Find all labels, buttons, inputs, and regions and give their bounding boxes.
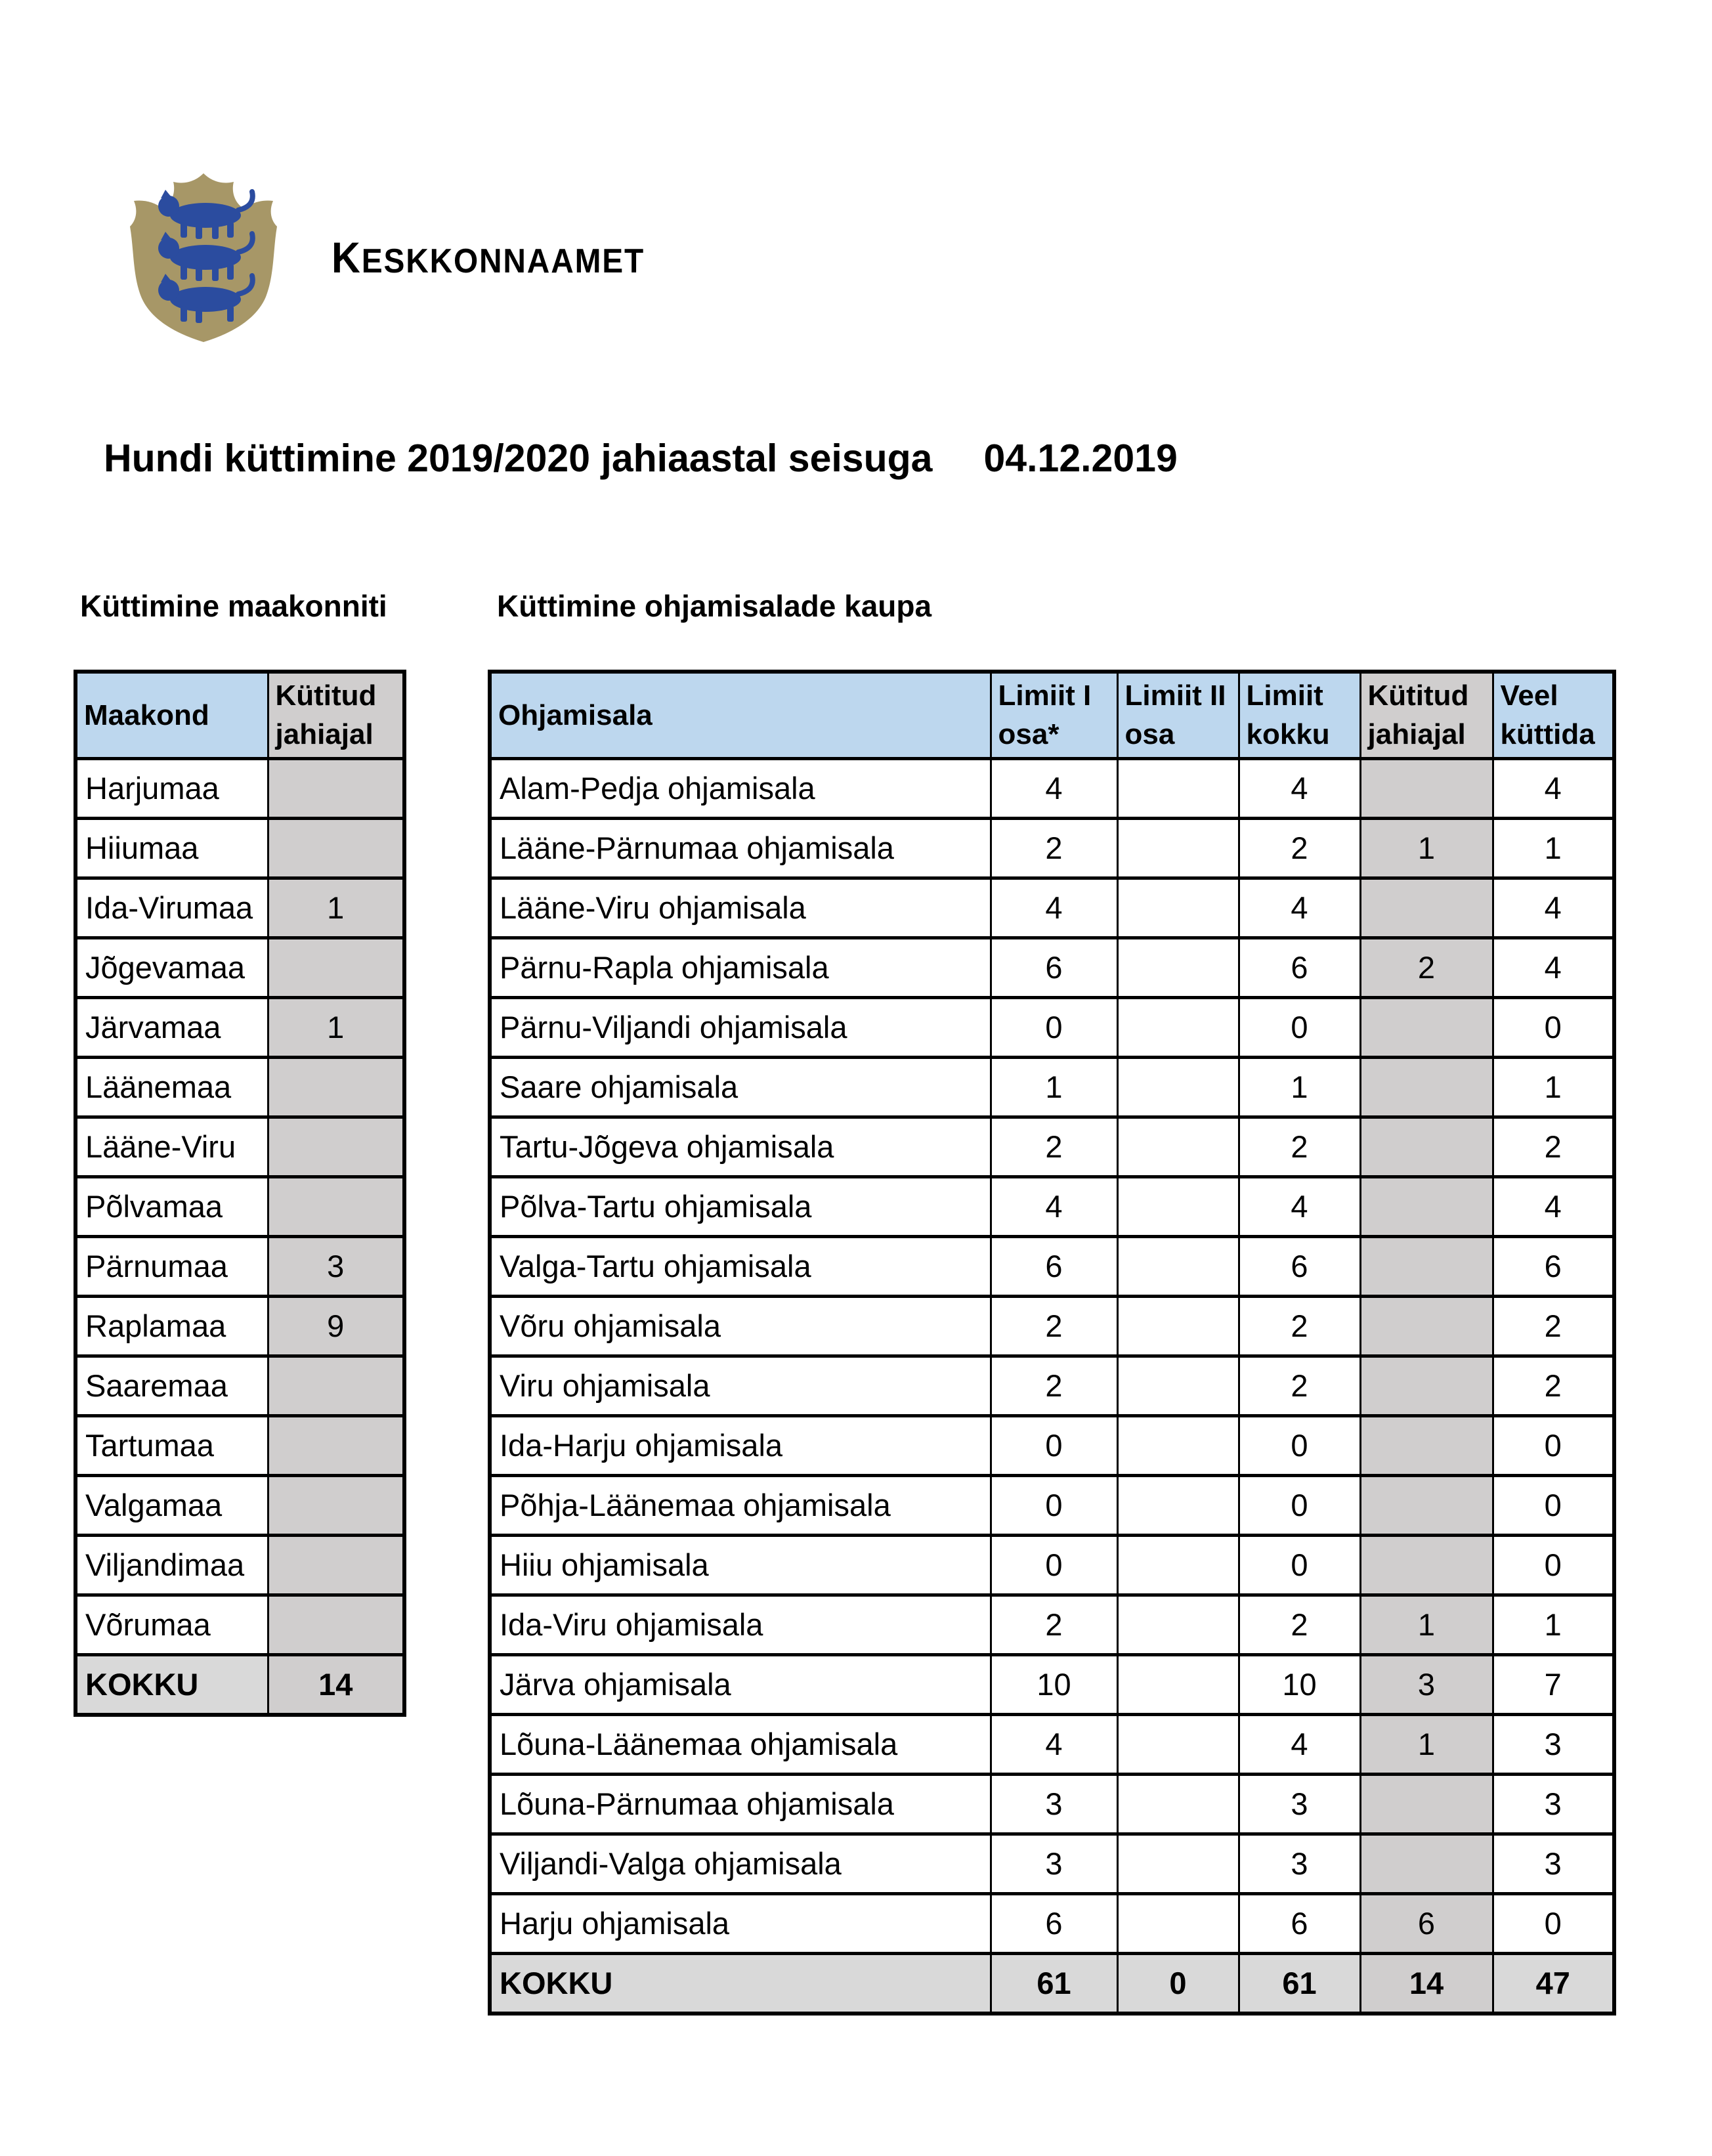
- row-label-cell: Ida-Viru ohjamisala: [490, 1595, 991, 1654]
- value-cell: 4: [1493, 938, 1614, 997]
- table-row: [75, 758, 404, 818]
- table-row: [490, 1535, 1614, 1595]
- value-cell: 4: [991, 878, 1117, 938]
- value-cell: 0: [1239, 1535, 1360, 1595]
- value-cell: 0: [991, 997, 1117, 1057]
- table-row: [75, 997, 404, 1057]
- value-cell: 9: [268, 1296, 404, 1356]
- table-row: [490, 1714, 1614, 1774]
- county-total-value: 14: [268, 1654, 404, 1715]
- value-cell: 4: [991, 1176, 1117, 1236]
- value-cell: [268, 1475, 404, 1535]
- value-cell: [1117, 1834, 1239, 1893]
- row-label-cell: Jõgevamaa: [75, 938, 268, 997]
- value-cell: [268, 1057, 404, 1117]
- value-cell: 4: [1493, 758, 1614, 818]
- value-cell: [1360, 1057, 1493, 1117]
- value-cell: 0: [1493, 1535, 1614, 1595]
- value-cell: [1117, 1296, 1239, 1356]
- value-cell: 1: [268, 997, 404, 1057]
- row-label-cell: Harjumaa: [75, 758, 268, 818]
- row-label-cell: Hiiumaa: [75, 818, 268, 878]
- value-cell: [1360, 1774, 1493, 1834]
- value-cell: [268, 1176, 404, 1236]
- county-table-header-row: [75, 672, 404, 758]
- table-row: [75, 1057, 404, 1117]
- value-cell: [1117, 1176, 1239, 1236]
- table-row: [490, 1356, 1614, 1415]
- value-cell: [1360, 1117, 1493, 1176]
- value-cell: [1117, 1475, 1239, 1535]
- row-label-cell: Viljandimaa: [75, 1535, 268, 1595]
- table-row: [490, 1236, 1614, 1296]
- value-cell: 2: [1493, 1296, 1614, 1356]
- value-cell: 2: [991, 1296, 1117, 1356]
- value-cell: 3: [1493, 1834, 1614, 1893]
- value-cell: [268, 1117, 404, 1176]
- table-row: [490, 938, 1614, 997]
- area-total-limiit-2: 0: [1117, 1953, 1239, 2014]
- table-row: [490, 1176, 1614, 1236]
- row-label-cell: Ida-Harju ohjamisala: [490, 1415, 991, 1475]
- section-heading-areas: Küttimine ohjamisalade kaupa: [497, 589, 932, 623]
- row-label-cell: Põhja-Läänemaa ohjamisala: [490, 1475, 991, 1535]
- row-label-cell: Viljandi-Valga ohjamisala: [490, 1834, 991, 1893]
- value-cell: 6: [991, 938, 1117, 997]
- table-row: [490, 997, 1614, 1057]
- row-label-cell: Lääne-Viru: [75, 1117, 268, 1176]
- row-label-cell: Võru ohjamisala: [490, 1296, 991, 1356]
- section-heading-counties: Küttimine maakonniti: [80, 589, 387, 623]
- value-cell: 2: [991, 1117, 1117, 1176]
- page-title-row: [104, 436, 1178, 481]
- table-row: [75, 1296, 404, 1356]
- value-cell: 1: [1360, 1595, 1493, 1654]
- table-row: [75, 1356, 404, 1415]
- value-cell: 6: [1493, 1236, 1614, 1296]
- row-label-cell: Pärnumaa: [75, 1236, 268, 1296]
- value-cell: 2: [1239, 1595, 1360, 1654]
- table-row: [490, 878, 1614, 938]
- value-cell: [1360, 1415, 1493, 1475]
- value-cell: 2: [991, 1595, 1117, 1654]
- table-row: [490, 1834, 1614, 1893]
- value-cell: [268, 1535, 404, 1595]
- value-cell: [268, 1595, 404, 1654]
- table-row: [75, 1236, 404, 1296]
- area-table-header-row: [490, 672, 1614, 758]
- value-cell: 2: [991, 1356, 1117, 1415]
- area-total-limiit-kokku: 61: [1239, 1953, 1360, 2014]
- value-cell: 2: [1493, 1117, 1614, 1176]
- value-cell: [1360, 1236, 1493, 1296]
- value-cell: [1117, 1774, 1239, 1834]
- estonian-coat-of-arms-icon: [121, 169, 286, 345]
- table-row: [75, 1415, 404, 1475]
- value-cell: [1117, 878, 1239, 938]
- table-row: [490, 1057, 1614, 1117]
- value-cell: 0: [1493, 997, 1614, 1057]
- value-cell: 1: [268, 878, 404, 938]
- row-label-cell: Valgamaa: [75, 1475, 268, 1535]
- value-cell: 4: [991, 1714, 1117, 1774]
- org-name: KESKKONNAAMET: [332, 233, 645, 282]
- row-label-cell: Lääne-Pärnumaa ohjamisala: [490, 818, 991, 878]
- value-cell: 7: [1493, 1654, 1614, 1714]
- value-cell: 2: [1239, 1117, 1360, 1176]
- table-row: [75, 878, 404, 938]
- value-cell: 0: [991, 1415, 1117, 1475]
- value-cell: [1117, 1893, 1239, 1953]
- table-row: [490, 818, 1614, 878]
- table-row: [490, 1654, 1614, 1714]
- table-row: [75, 818, 404, 878]
- row-label-cell: Tartumaa: [75, 1415, 268, 1475]
- value-cell: 4: [1239, 758, 1360, 818]
- county-total-row: [75, 1654, 404, 1715]
- row-label-cell: Harju ohjamisala: [490, 1893, 991, 1953]
- value-cell: 1: [1360, 818, 1493, 878]
- row-label-cell: Lõuna-Läänemaa ohjamisala: [490, 1714, 991, 1774]
- value-cell: [1117, 818, 1239, 878]
- row-label-cell: Põlvamaa: [75, 1176, 268, 1236]
- value-cell: 0: [1493, 1415, 1614, 1475]
- table-row: [75, 1117, 404, 1176]
- value-cell: [1117, 1654, 1239, 1714]
- value-cell: [1117, 1236, 1239, 1296]
- area-header-limiit-2-osa: Limiit II osa: [1117, 672, 1239, 758]
- value-cell: [1360, 1296, 1493, 1356]
- row-label-cell: Järvamaa: [75, 997, 268, 1057]
- value-cell: 2: [1239, 1296, 1360, 1356]
- value-cell: [1117, 938, 1239, 997]
- area-total-label: KOKKU: [490, 1953, 991, 2014]
- value-cell: 0: [1493, 1475, 1614, 1535]
- value-cell: [1360, 758, 1493, 818]
- area-header-limiit-kokku: Limiit kokku: [1239, 672, 1360, 758]
- row-label-cell: Valga-Tartu ohjamisala: [490, 1236, 991, 1296]
- value-cell: [1117, 1057, 1239, 1117]
- table-row: [490, 1893, 1614, 1953]
- row-label-cell: Tartu-Jõgeva ohjamisala: [490, 1117, 991, 1176]
- county-header-kutitud-jahiajal: Kütitud jahiajal: [268, 672, 404, 758]
- row-label-cell: Saare ohjamisala: [490, 1057, 991, 1117]
- value-cell: 1: [991, 1057, 1117, 1117]
- value-cell: [1360, 1176, 1493, 1236]
- value-cell: 6: [991, 1236, 1117, 1296]
- row-label-cell: Hiiu ohjamisala: [490, 1535, 991, 1595]
- value-cell: [1360, 1356, 1493, 1415]
- value-cell: 4: [1239, 1714, 1360, 1774]
- table-row: [75, 938, 404, 997]
- table-row: [490, 1475, 1614, 1535]
- value-cell: [1117, 758, 1239, 818]
- row-label-cell: Raplamaa: [75, 1296, 268, 1356]
- value-cell: 3: [1493, 1714, 1614, 1774]
- value-cell: 4: [1239, 1176, 1360, 1236]
- value-cell: 6: [1360, 1893, 1493, 1953]
- value-cell: 3: [1239, 1834, 1360, 1893]
- area-header-limiit-1-osa: Limiit I osa*: [991, 672, 1117, 758]
- row-label-cell: Lääne-Viru ohjamisala: [490, 878, 991, 938]
- row-label-cell: Viru ohjamisala: [490, 1356, 991, 1415]
- value-cell: [1360, 1475, 1493, 1535]
- value-cell: [268, 938, 404, 997]
- row-label-cell: Põlva-Tartu ohjamisala: [490, 1176, 991, 1236]
- area-header-ohjamisala: Ohjamisala: [490, 672, 991, 758]
- value-cell: 0: [1239, 997, 1360, 1057]
- value-cell: 2: [1239, 1356, 1360, 1415]
- value-cell: [1117, 997, 1239, 1057]
- row-label-cell: Pärnu-Viljandi ohjamisala: [490, 997, 991, 1057]
- table-row: [490, 1415, 1614, 1475]
- table-row: [75, 1475, 404, 1535]
- value-cell: 0: [991, 1535, 1117, 1595]
- value-cell: 1: [1239, 1057, 1360, 1117]
- value-cell: 2: [1360, 938, 1493, 997]
- row-label-cell: Ida-Virumaa: [75, 878, 268, 938]
- row-label-cell: Võrumaa: [75, 1595, 268, 1654]
- value-cell: [268, 818, 404, 878]
- row-label-cell: Saaremaa: [75, 1356, 268, 1415]
- value-cell: 0: [1239, 1475, 1360, 1535]
- area-total-row: [490, 1953, 1614, 2014]
- value-cell: [268, 1415, 404, 1475]
- value-cell: 4: [1493, 1176, 1614, 1236]
- value-cell: [1117, 1535, 1239, 1595]
- value-cell: [1117, 1595, 1239, 1654]
- value-cell: [1117, 1117, 1239, 1176]
- value-cell: 4: [1493, 878, 1614, 938]
- value-cell: 3: [268, 1236, 404, 1296]
- value-cell: [1117, 1415, 1239, 1475]
- value-cell: [268, 758, 404, 818]
- value-cell: 6: [1239, 1893, 1360, 1953]
- value-cell: 3: [991, 1834, 1117, 1893]
- value-cell: 0: [1239, 1415, 1360, 1475]
- value-cell: 3: [1360, 1654, 1493, 1714]
- value-cell: 10: [1239, 1654, 1360, 1714]
- value-cell: 1: [1360, 1714, 1493, 1774]
- area-total-limiit-1: 61: [991, 1953, 1117, 2014]
- value-cell: 2: [1493, 1356, 1614, 1415]
- value-cell: 1: [1493, 1595, 1614, 1654]
- row-label-cell: Läänemaa: [75, 1057, 268, 1117]
- value-cell: [1360, 997, 1493, 1057]
- table-row: [490, 1774, 1614, 1834]
- value-cell: 3: [1239, 1774, 1360, 1834]
- value-cell: [1117, 1714, 1239, 1774]
- value-cell: 1: [1493, 1057, 1614, 1117]
- table-row: [75, 1176, 404, 1236]
- table-row: [490, 1296, 1614, 1356]
- value-cell: [1360, 1834, 1493, 1893]
- row-label-cell: Järva ohjamisala: [490, 1654, 991, 1714]
- table-row: [490, 1595, 1614, 1654]
- value-cell: 2: [1239, 818, 1360, 878]
- table-row: [75, 1535, 404, 1595]
- table-row: [490, 1117, 1614, 1176]
- value-cell: 2: [991, 818, 1117, 878]
- area-header-veel-kuttida: Veel küttida: [1493, 672, 1614, 758]
- row-label-cell: Lõuna-Pärnumaa ohjamisala: [490, 1774, 991, 1834]
- value-cell: [1360, 878, 1493, 938]
- page-title: Hundi küttimine 2019/2020 jahiaastal seisuga: [104, 437, 933, 480]
- value-cell: 4: [991, 758, 1117, 818]
- table-row: [490, 758, 1614, 818]
- value-cell: [1117, 1356, 1239, 1415]
- table-row: [75, 1595, 404, 1654]
- value-cell: 0: [1493, 1893, 1614, 1953]
- value-cell: [1360, 1535, 1493, 1595]
- value-cell: 4: [1239, 878, 1360, 938]
- value-cell: [268, 1356, 404, 1415]
- county-header-maakond: Maakond: [75, 672, 268, 758]
- value-cell: 10: [991, 1654, 1117, 1714]
- county-table: [74, 670, 406, 1717]
- org-logo: [121, 169, 712, 353]
- value-cell: 1: [1493, 818, 1614, 878]
- value-cell: 6: [1239, 938, 1360, 997]
- title-date: 04.12.2019: [983, 437, 1178, 480]
- area-total-kutitud: 14: [1360, 1953, 1493, 2014]
- value-cell: 6: [991, 1893, 1117, 1953]
- area-table: [488, 670, 1616, 2016]
- value-cell: 0: [991, 1475, 1117, 1535]
- value-cell: 3: [1493, 1774, 1614, 1834]
- area-total-veel-kuttida: 47: [1493, 1953, 1614, 2014]
- row-label-cell: Alam-Pedja ohjamisala: [490, 758, 991, 818]
- value-cell: 3: [991, 1774, 1117, 1834]
- county-total-label: KOKKU: [75, 1654, 268, 1715]
- value-cell: 6: [1239, 1236, 1360, 1296]
- row-label-cell: Pärnu-Rapla ohjamisala: [490, 938, 991, 997]
- area-header-kutitud-jahiajal: Kütitud jahiajal: [1360, 672, 1493, 758]
